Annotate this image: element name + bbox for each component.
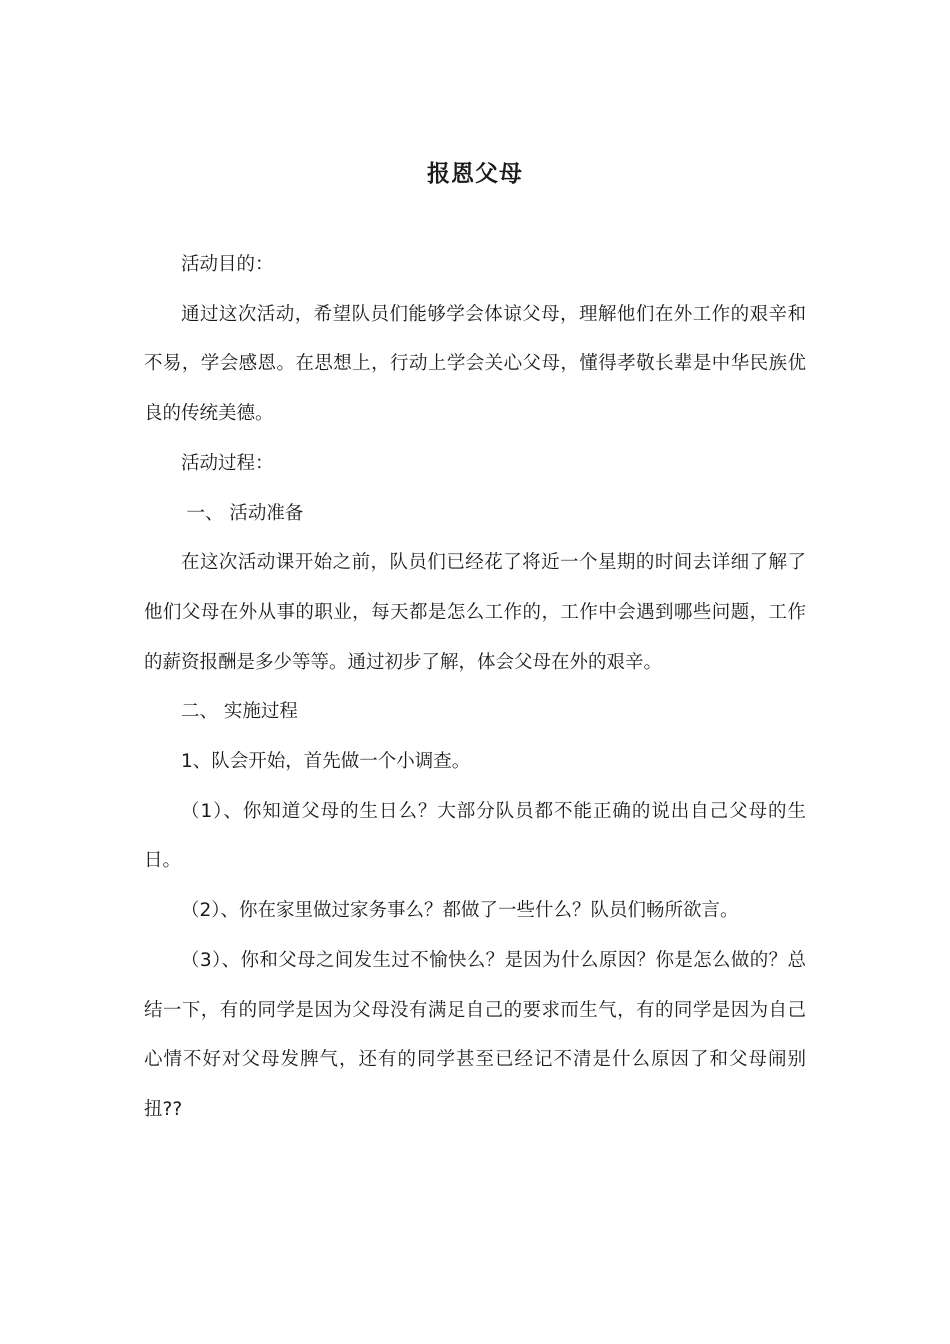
paragraph-preparation: 在这次活动课开始之前，队员们已经花了将近一个星期的时间去详细了解了他们父母在外从事的职业，每天都是怎么工作的，工作中会遇到哪些问题，工作的薪资报酬是多少等等。通过初步了解，体会父母在外的艰辛。 — [144, 552, 806, 673]
subheading-implementation: 二、 实施过程 — [181, 701, 298, 723]
paragraph-question-1: （1）、你知道父母的生日么？大部分队员都不能正确的说出自己父母的生日。 — [144, 800, 806, 872]
subheading-preparation: 一、 活动准备 — [186, 502, 304, 524]
document-title: 报恩父母 — [427, 161, 523, 187]
paragraph-purpose: 通过这次活动，希望队员们能够学会体谅父母，理解他们在外工作的艰辛和不易，学会感恩。在思想上，行动上学会关心父母，懂得孝敬长辈是中华民族优良的传统美德。 — [144, 303, 806, 425]
section-heading-purpose: 活动目的： — [181, 254, 274, 275]
paragraph-question-3: （3）、你和父母之间发生过不愉快么？是因为什么原因？你是怎么做的？总结一下，有的同学是因为父母没有满足自己的要求而生气，有的同学是因为自己心情不好对父母发脾气，还有的同学甚至已经记不清是什么原因了和父母闹别扭?? — [144, 949, 806, 1120]
paragraph-step-1: 1、队会开始，首先做一个小调查。 — [181, 751, 471, 773]
paragraph-question-2: （2）、你在家里做过家务事么？都做了一些什么？队员们畅所欲言。 — [181, 900, 739, 922]
document-body — [144, 240, 806, 1135]
section-heading-process: 活动过程： — [181, 452, 274, 474]
